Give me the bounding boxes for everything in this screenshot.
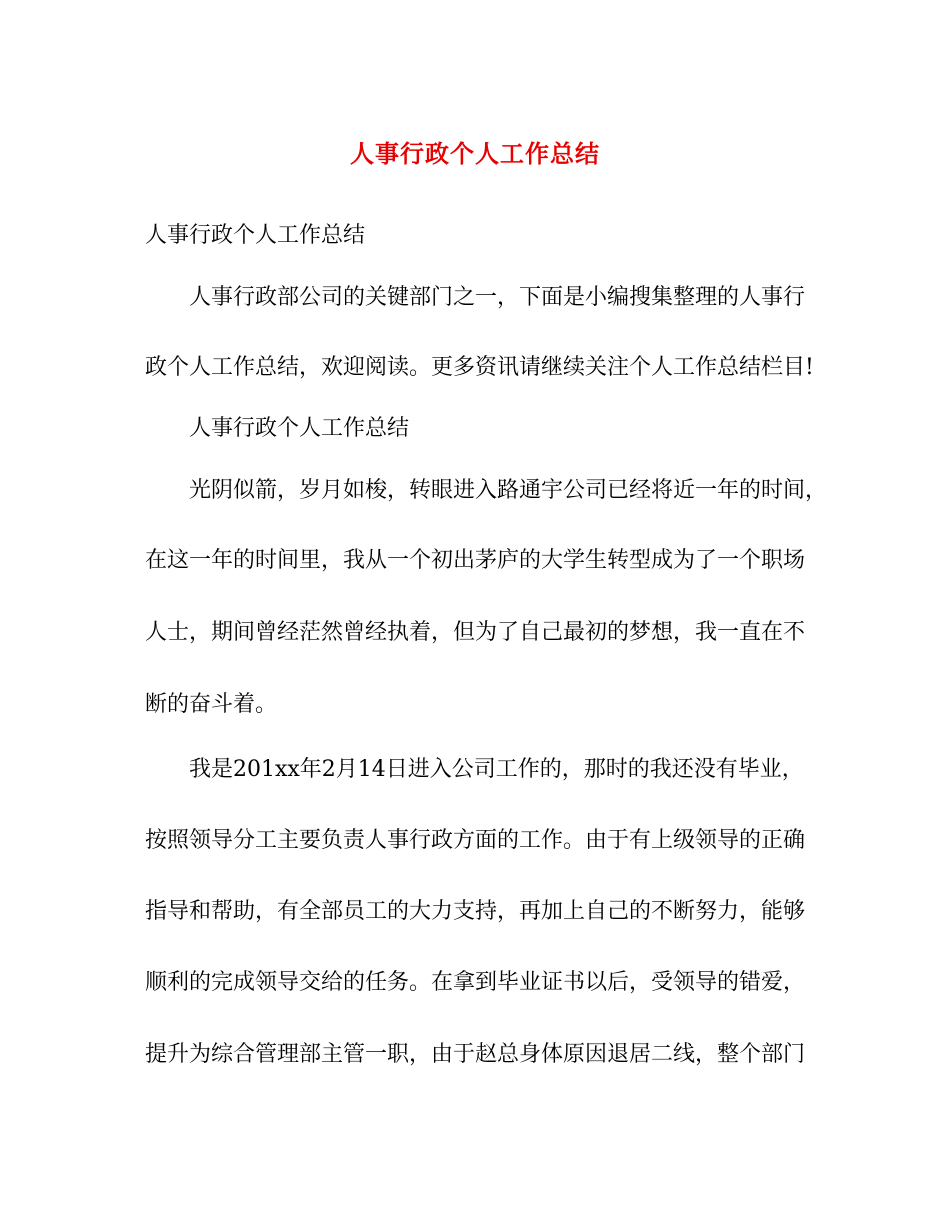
paragraph-line: 指导和帮助，有全部员工的大力支持，再加上自己的不断努力，能够 xyxy=(145,899,806,924)
paragraph-line: 按照领导分工主要负责人事行政方面的工作。由于有上级领导的正确 xyxy=(145,828,806,853)
document-title: 人事行政个人工作总结 xyxy=(350,139,600,168)
paragraph-line: 人士，期间曾经茫然曾经执着，但为了自己最初的梦想，我一直在不 xyxy=(145,620,806,645)
paragraph-line: 光阴似箭，岁月如梭，转眼进入路通宇公司已经将近一年的时间， xyxy=(189,478,828,503)
paragraph-line: 人事行政部公司的关键部门之一，下面是小编搜集整理的人事行 xyxy=(189,285,806,310)
section-heading-line: 人事行政个人工作总结 xyxy=(189,416,410,441)
subtitle-line: 人事行政个人工作总结 xyxy=(145,223,366,248)
paragraph-line: 政个人工作总结，欢迎阅读。更多资讯请继续关注个人工作总结栏目! xyxy=(145,355,814,380)
paragraph-line: 提升为综合管理部主管一职，由于赵总身体原因退居二线，整个部门 xyxy=(145,1042,806,1067)
paragraph-line: 顺利的完成领导交给的任务。在拿到毕业证书以后，受领导的错爱， xyxy=(145,970,806,995)
paragraph-line: 我是201xx年2月14日进入公司工作的，那时的我还没有毕业， xyxy=(189,757,804,782)
paragraph-line: 断的奋斗着。 xyxy=(145,692,278,717)
paragraph-line: 在这一年的时间里，我从一个初出茅庐的大学生转型成为了一个职场 xyxy=(145,548,806,573)
